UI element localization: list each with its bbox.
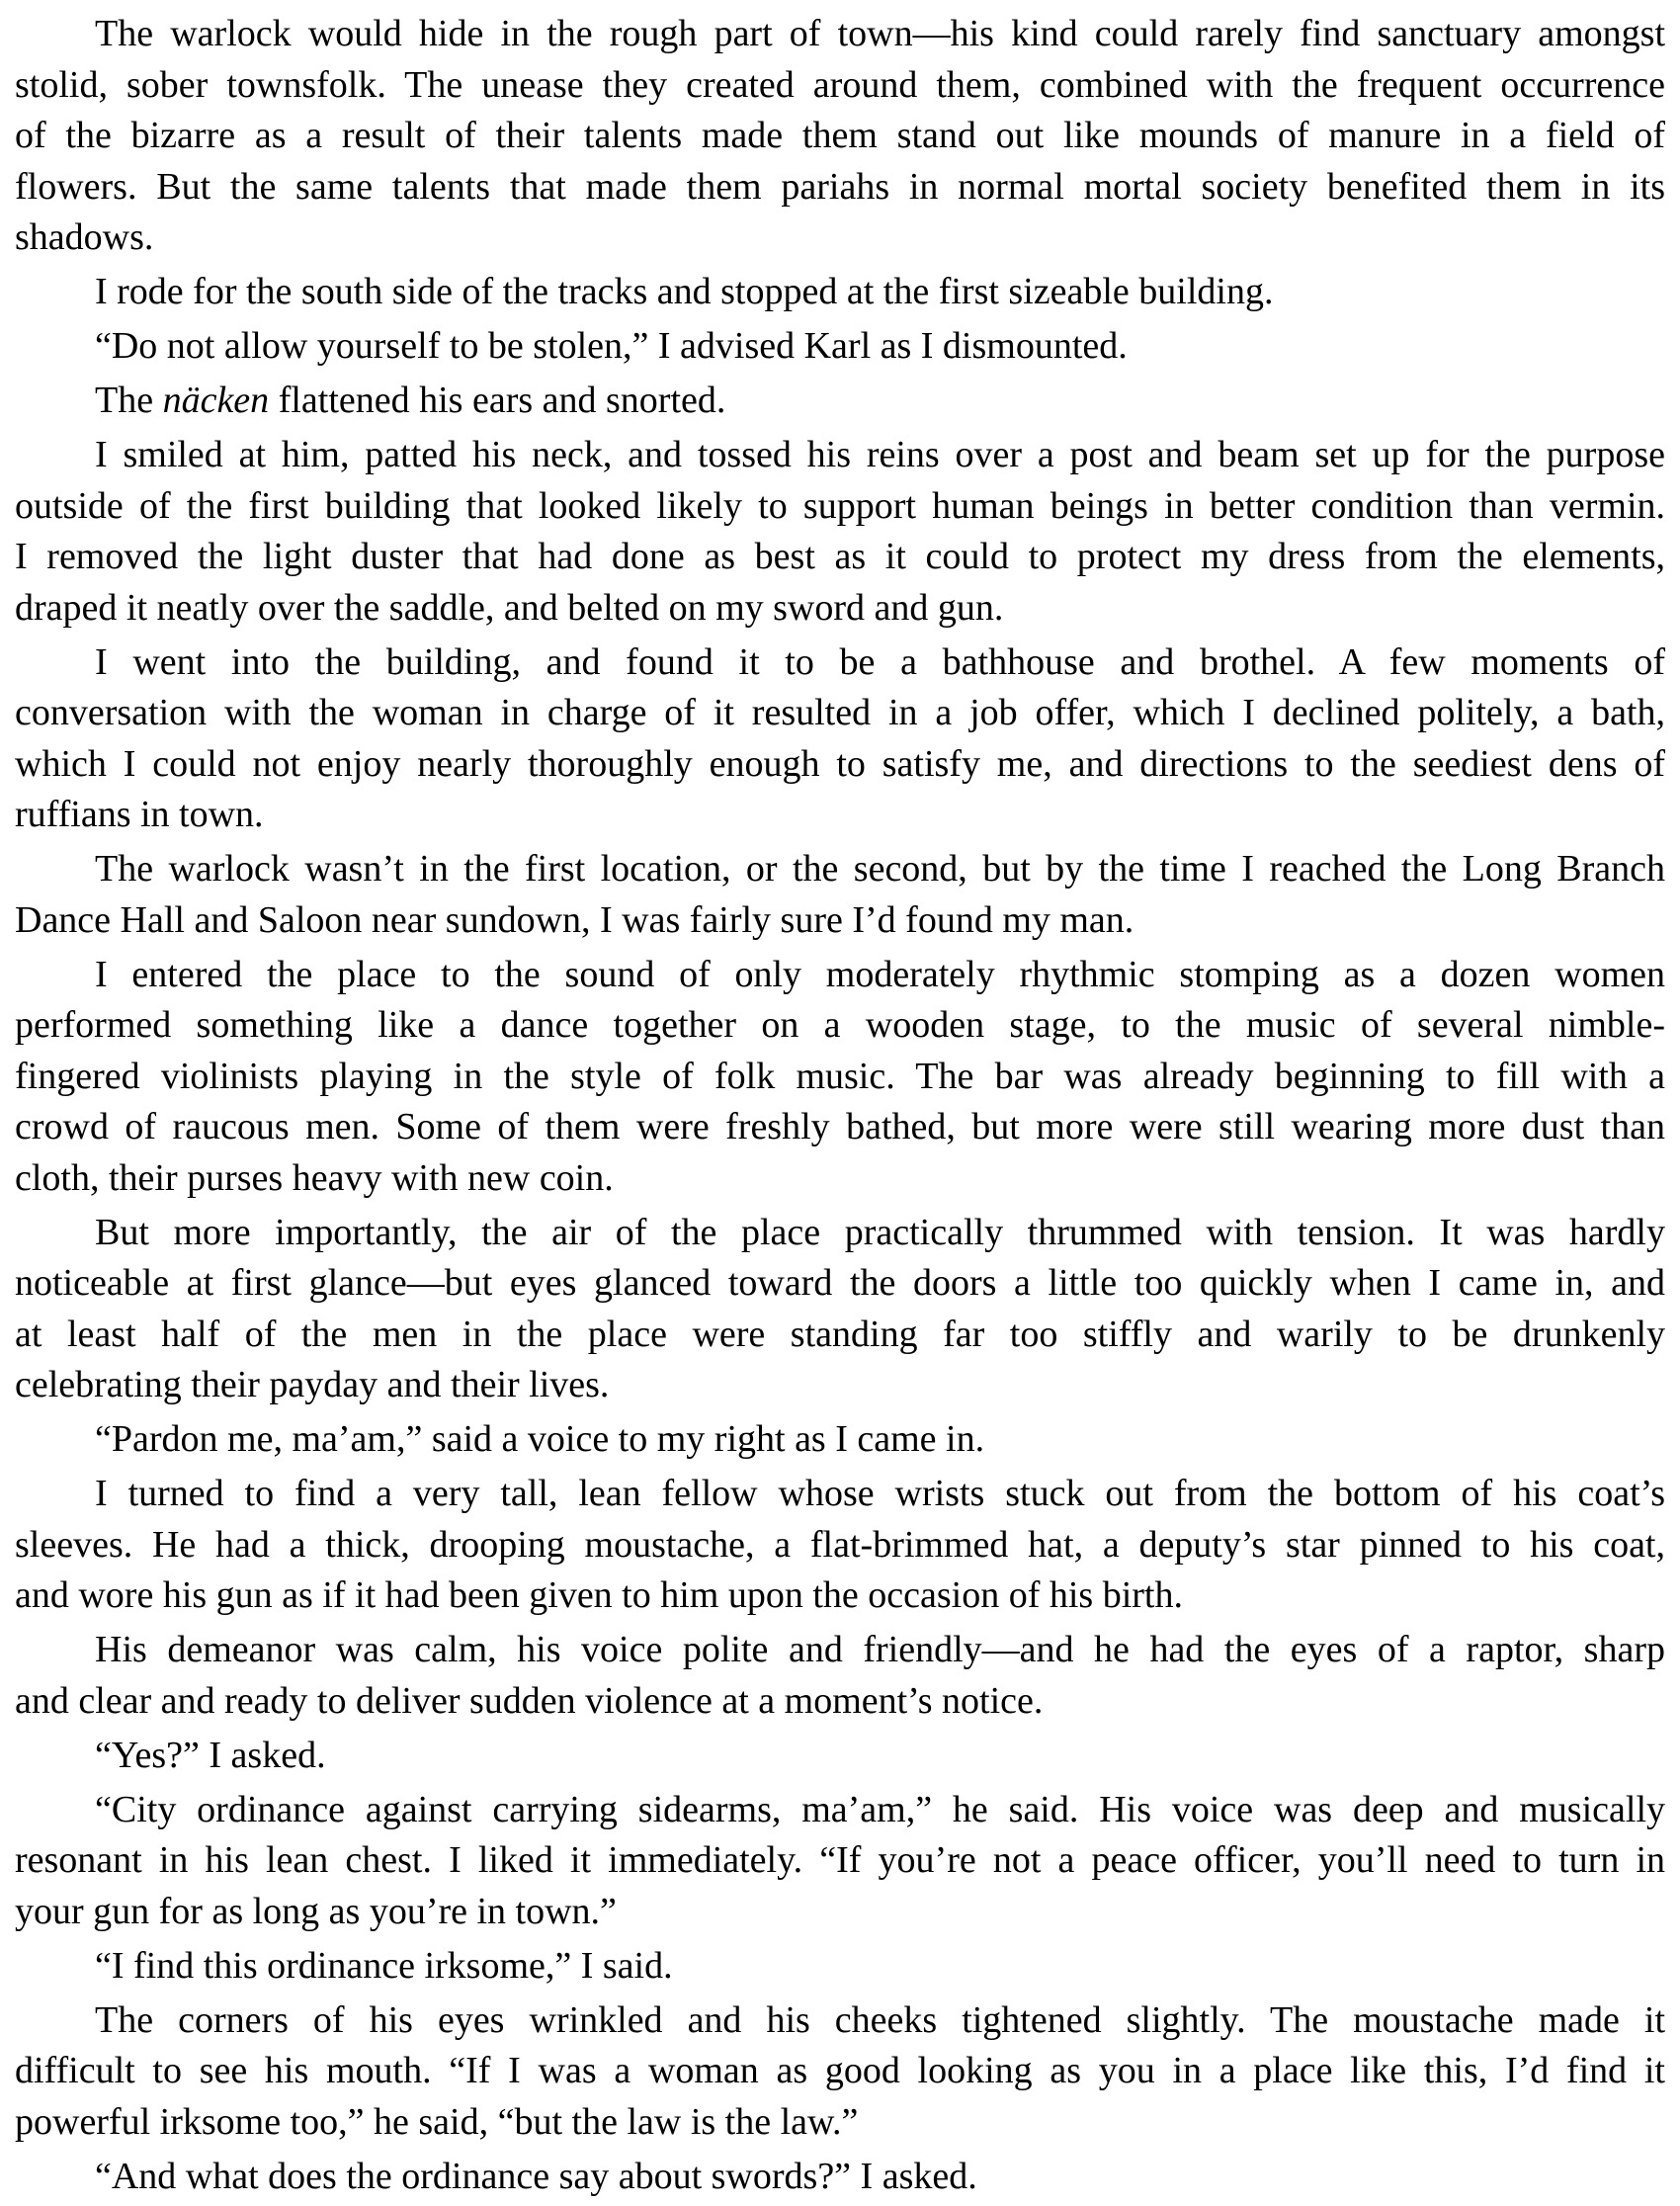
text-line: The corners of his eyes wrinkled and his cheeks tightened slightly. The moustache made it <box>95 1998 1665 2041</box>
paragraph <box>15 1995 1665 2149</box>
text-line: But more importantly, the air of the place practically thrummed with tension. It was hardly <box>95 1211 1665 1253</box>
text-line: His demeanor was calm, his voice polite and friendly—and he had the eyes of a raptor, sharp <box>95 1629 1665 1670</box>
text-line: at least half of the men in the place were standing far too stiffly and warily to be drunkenly <box>15 1313 1665 1355</box>
text-line: draped it neatly over the saddle, and belted on my sword and gun. <box>15 586 1004 629</box>
text-line: performed something like a dance together on a wooden stage, to the music of several nimble- <box>15 1004 1665 1046</box>
text-line: your gun for as long as you’re in town.” <box>15 1890 617 1932</box>
paragraph <box>15 637 1665 841</box>
paragraph <box>15 2152 1665 2203</box>
text-line: sleeves. He had a thick, drooping moustache, a flat-brimmed hat, a deputy’s star pinned to his coat, <box>15 1523 1665 1566</box>
text-line: The warlock wasn’t in the first location, or the second, but by the time I reached the Long Branch <box>95 848 1665 890</box>
paragraph <box>15 1469 1665 1622</box>
text-line: stolid, sober townsfolk. The unease they created around them, combined with the frequent occurrence <box>15 63 1665 106</box>
text-line: cloth, their purses heavy with new coin. <box>15 1156 614 1199</box>
text-line: I rode for the south side of the tracks and stopped at the first sizeable building. <box>95 271 1274 312</box>
italic-term: näcken <box>162 380 270 421</box>
document-page <box>15 9 1665 2206</box>
text-line: conversation with the woman in charge of it resulted in a job offer, which I declined politely, a bath, <box>15 692 1665 733</box>
text-line: celebrating their payday and their lives. <box>15 1364 610 1405</box>
text-line: crowd of raucous men. Some of them were freshly bathed, but more were still wearing more dust than <box>15 1106 1665 1147</box>
text-run: The <box>95 380 163 421</box>
text-line: I went into the building, and found it to be a bathhouse and brothel. A few moments of <box>95 640 1665 683</box>
paragraph <box>15 1625 1665 1727</box>
text-line: I smiled at him, patted his neck, and tossed his reins over a post and beam set up for the purpose <box>95 434 1665 475</box>
paragraph <box>15 1731 1665 1782</box>
text-line: I turned to find a very tall, lean fellow whose wrists stuck out from the bottom of his coat’s <box>95 1473 1665 1514</box>
text-line: “City ordinance against carrying sidearms, ma’am,” he said. His voice was deep and musically <box>95 1788 1665 1830</box>
text-line: of the bizarre as a result of their talents made them stand out like mounds of manure in a field of <box>15 115 1665 156</box>
text-line: “I find this ordinance irksome,” I said. <box>95 1944 673 1987</box>
text-line: I removed the light duster that had done as best as it could to protect my dress from the elements, <box>15 536 1665 577</box>
text-line: and wore his gun as if it had been given to him upon the occasion of his birth. <box>15 1574 1183 1616</box>
text-line: fingered violinists playing in the style of folk music. The bar was already beginning to fill with a <box>15 1055 1665 1097</box>
text-line: ruffians in town. <box>15 794 264 835</box>
text-line: noticeable at first glance—but eyes glanced toward the doors a little too quickly when I came in, and <box>15 1262 1665 1304</box>
text-line: “And what does the ordinance say about swords?” I asked. <box>95 2155 977 2197</box>
text-line: “Yes?” I asked. <box>95 1734 326 1776</box>
text-line: Dance Hall and Saloon near sundown, I was fairly sure I’d found my man. <box>15 898 1134 941</box>
paragraph <box>15 9 1665 264</box>
paragraph <box>15 950 1665 1205</box>
text-line: flowers. But the same talents that made them pariahs in normal mortal society benefited them in its <box>15 165 1665 208</box>
paragraph <box>15 1785 1665 1938</box>
paragraph <box>15 1941 1665 1993</box>
paragraph <box>15 376 1665 427</box>
text-line: which I could not enjoy nearly thoroughly enough to satisfy me, and directions to the seediest dens of <box>15 742 1665 785</box>
text-line: and clear and ready to deliver sudden violence at a moment’s notice. <box>15 1679 1044 1722</box>
text-line: I entered the place to the sound of only moderately rhythmic stomping as a dozen women <box>95 953 1665 995</box>
text-line: resonant in his lean chest. I liked it immediately. “If you’re not a peace officer, you’ll need to turn in <box>15 1839 1665 1881</box>
paragraph <box>15 1208 1665 1411</box>
paragraph <box>15 430 1665 634</box>
text-line: shadows. <box>15 216 154 258</box>
text-line: outside of the first building that looked likely to support human beings in better condition than vermin. <box>15 484 1665 527</box>
paragraph <box>15 321 1665 373</box>
text-line: The warlock would hide in the rough part of town—his kind could rarely find sanctuary amongst <box>95 13 1665 54</box>
paragraph <box>15 844 1665 946</box>
text-line: “Pardon me, ma’am,” said a voice to my right as I came in. <box>95 1418 985 1460</box>
text-line: difficult to see his mouth. “If I was a woman as good looking as you in a place like this, I’d find it <box>15 2050 1665 2091</box>
paragraph <box>15 267 1665 318</box>
text-line <box>15 376 1665 427</box>
paragraph <box>15 1414 1665 1466</box>
text-run: flattened his ears and snorted. <box>269 380 726 421</box>
text-line: powerful irksome too,” he said, “but the law is the law.” <box>15 2100 859 2143</box>
text-line: “Do not allow yourself to be stolen,” I advised Karl as I dismounted. <box>95 325 1128 367</box>
